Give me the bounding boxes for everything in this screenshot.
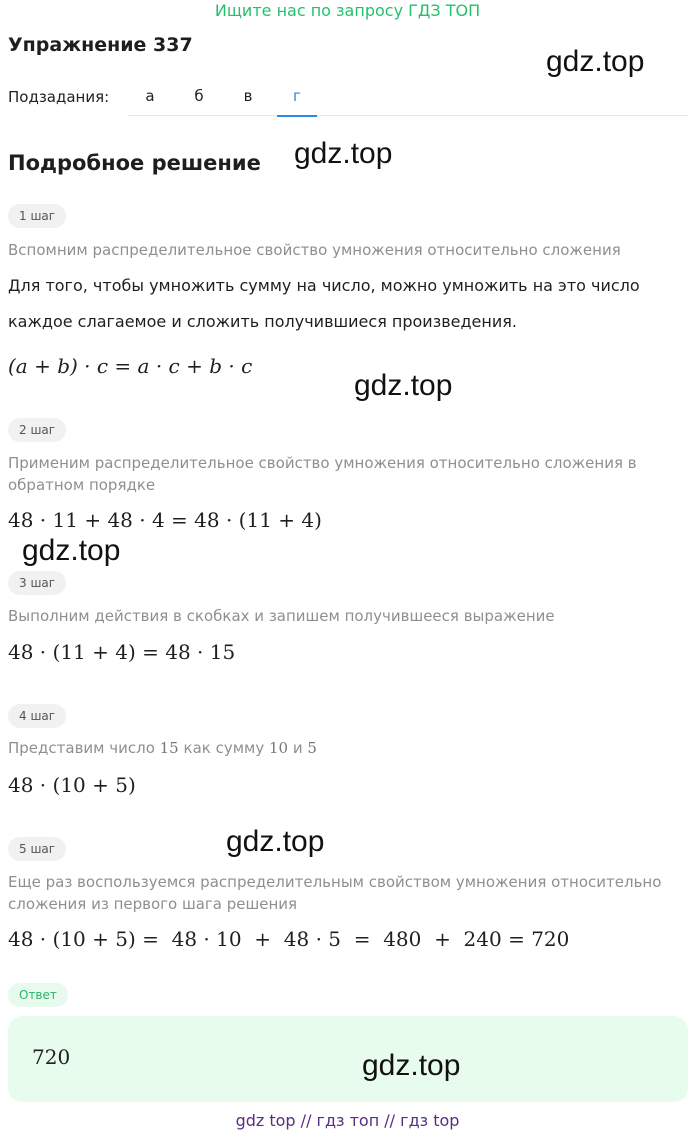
step-1-formula: (a + b) · c = a · c + b · c [8, 354, 253, 378]
subtasks-label: Подзадания: [8, 88, 110, 106]
step-4-note-num-15: 15 [159, 739, 179, 757]
watermark: gdz.top [546, 45, 645, 78]
subtask-tab-b[interactable]: б [194, 87, 204, 105]
watermark: gdz.top [354, 369, 453, 402]
footer-separator: // [384, 1111, 396, 1130]
step-3-badge: 3 шаг [8, 571, 66, 595]
answer-badge: Ответ [8, 983, 68, 1007]
subtask-tab-v[interactable]: в [243, 87, 253, 105]
answer-value: 720 [32, 1045, 71, 1069]
step-5-note: Еще раз воспользуемся распределительным свойством умножения относительно сложения из первого шага решения [8, 873, 662, 913]
step-4-badge: 4 шаг [8, 704, 66, 728]
step-3-formula: 48 · (11 + 4) = 48 · 15 [8, 640, 236, 664]
step-4-note-part-1: Представим число [8, 739, 160, 757]
subtask-tab-g[interactable]: г [277, 87, 317, 105]
step-5-badge: 5 шаг [8, 837, 66, 861]
step-2-formula: 48 · 11 + 48 · 4 = 48 · (11 + 4) [8, 508, 322, 532]
watermark: gdz.top [294, 137, 393, 170]
step-4-note-part-3: и [288, 739, 308, 757]
solution-title: Подробное решение [8, 151, 261, 175]
footer-separator: // [300, 1111, 312, 1130]
step-2-badge: 2 шаг [8, 418, 66, 442]
step-3-note: Выполним действия в скобках и запишем получившееся выражение [8, 607, 555, 625]
watermark: gdz.top [226, 825, 325, 858]
step-4-note-num-5: 5 [307, 739, 317, 757]
answer-box [8, 1016, 688, 1102]
step-1-text-line-2: каждое слагаемое и сложить получившиеся произведения. [8, 312, 517, 331]
exercise-title: Упражнение 337 [8, 34, 193, 56]
step-4-formula: 48 · (10 + 5) [8, 773, 136, 797]
step-1-badge: 1 шаг [8, 204, 66, 228]
watermark: gdz.top [22, 534, 121, 567]
step-4-note-part-2: как сумму [178, 739, 269, 757]
footer-link-gdz-top-ru[interactable]: гдз топ [316, 1111, 380, 1130]
watermark: gdz.top [362, 1049, 461, 1082]
footer-link-gdz-top[interactable]: gdz top [235, 1111, 296, 1130]
step-1-note: Вспомним распределительное свойство умножения относительно сложения [8, 241, 621, 259]
step-1-text-line-1: Для того, чтобы умножить сумму на число, можно умножить на это число [8, 276, 640, 295]
footer-links [0, 1111, 695, 1130]
footer-link-gdz-top-mixed[interactable]: гдз top [400, 1111, 460, 1130]
step-4-note [8, 737, 678, 759]
step-2-note: Применим распределительное свойство умножения относительно сложения в обратном порядке [8, 454, 637, 494]
step-4-note-num-10: 10 [268, 739, 289, 757]
subtasks-tabs [128, 80, 688, 116]
subtask-tab-a[interactable]: а [145, 87, 155, 105]
search-banner: Ищите нас по запросу ГДЗ ТОП [214, 1, 481, 20]
step-5-formula: 48 · (10 + 5) = 48 · 10 + 48 · 5 = 480 + 240 = 720 [8, 927, 570, 951]
